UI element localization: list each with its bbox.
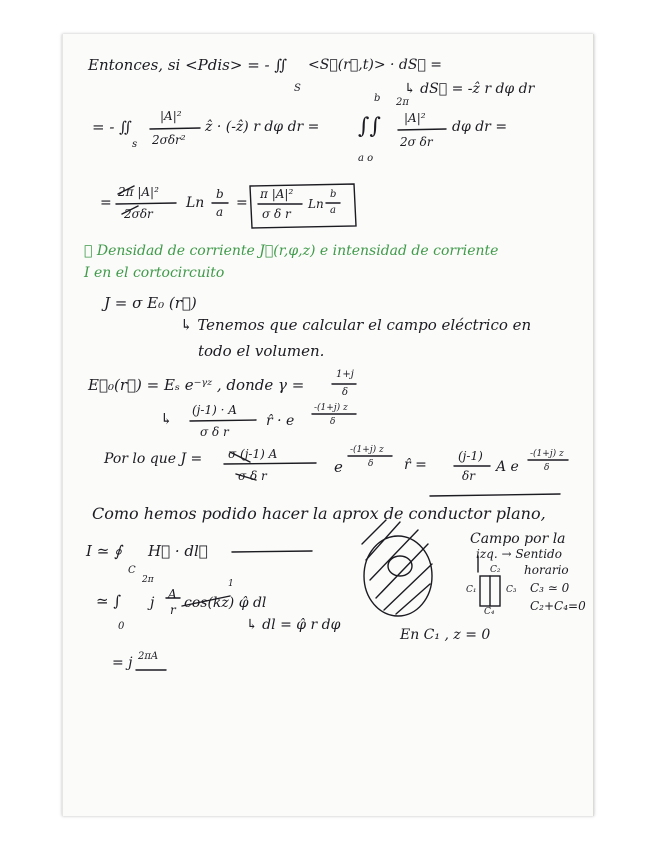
int-upper-2pi: 2π bbox=[396, 97, 409, 108]
text-line-15: = j bbox=[112, 655, 133, 671]
strike-4a bbox=[118, 186, 134, 194]
text-line-1-tail: <S⃗(r⃗,t)> · dS⃗ = bbox=[308, 57, 443, 73]
text-line-1: Entonces, si <Pdis> = - ∬ bbox=[88, 56, 288, 74]
result-box bbox=[250, 184, 356, 228]
arrow-9: ↳ bbox=[160, 410, 173, 428]
text-line-1-sub: S bbox=[294, 83, 301, 94]
hatch-2 bbox=[370, 530, 418, 580]
frac-bar-9 bbox=[190, 420, 256, 421]
exp-10-den: δ bbox=[368, 459, 374, 469]
box-den: σ δ r bbox=[262, 207, 291, 221]
exp-10: -(1+j) z bbox=[350, 445, 384, 455]
side-note-3: horario bbox=[524, 563, 569, 577]
frac-bar-10 bbox=[224, 463, 316, 464]
hatch-3 bbox=[376, 544, 428, 598]
text-line-10a: Por lo que J = bbox=[104, 451, 203, 467]
frac-3-num: |A|² bbox=[160, 109, 182, 123]
text-line-12: I ≃ ∮ bbox=[86, 542, 122, 560]
frac-10-num: σ (j-1) A bbox=[228, 447, 278, 461]
green-heading-1: ⓪ Densidad de corriente J⃗(r,φ,z) e intensidad de corriente bbox=[84, 243, 499, 259]
green-heading-2: I en el cortocircuito bbox=[84, 265, 225, 281]
long-dash bbox=[232, 551, 312, 552]
int-13-top: 2π bbox=[142, 575, 154, 585]
result-15: 2πA bbox=[138, 651, 159, 662]
double-integral: ∫∫ bbox=[358, 114, 381, 139]
exp-9-den: δ bbox=[330, 417, 336, 427]
text-line-3-end: dφ dr = bbox=[452, 119, 508, 135]
one-13: 1 bbox=[228, 579, 234, 589]
text-line-3-sub: s bbox=[132, 139, 138, 150]
box-ln: Ln bbox=[308, 197, 324, 211]
frac-3-den: 2σδr² bbox=[152, 133, 186, 147]
frac-bar-3 bbox=[150, 128, 200, 129]
box-num: π |A|² bbox=[260, 187, 294, 201]
label-c4: C₄ bbox=[484, 607, 495, 617]
ln-4-a: a bbox=[216, 205, 224, 219]
text-line-14: ↳ dl = φ̂ r dφ bbox=[246, 617, 341, 633]
frac-3b-den: 2σ δr bbox=[400, 135, 433, 149]
frac-10b-num: (j-1) bbox=[458, 449, 483, 463]
side-note-1: Campo por la bbox=[470, 531, 566, 547]
tail-10-exp: -(1+j) z bbox=[530, 449, 564, 459]
frac-13-num: A bbox=[168, 587, 177, 601]
frac-9-num: (j-1) · A bbox=[192, 403, 237, 417]
text-line-13: ≃ ∫ bbox=[96, 592, 122, 610]
text-line-11: Como hemos podido hacer la aprox de conductor plano, bbox=[92, 504, 546, 523]
frac-bar-4 bbox=[116, 203, 176, 204]
text-line-3-mid: ẑ · (-ẑ) r dφ dr = bbox=[205, 119, 320, 135]
label-c3: C₃ bbox=[506, 585, 517, 595]
frac-10b-den: δr bbox=[462, 469, 475, 483]
gamma-num: 1+j bbox=[336, 369, 354, 380]
frac-4-den: 2σδr bbox=[124, 207, 153, 221]
ln-4: Ln bbox=[186, 195, 205, 211]
frac-9-den: σ δ r bbox=[200, 425, 229, 439]
box-ln-a: a bbox=[330, 205, 336, 216]
j-13: j bbox=[150, 595, 155, 611]
text-line-4-eq: = bbox=[100, 195, 112, 211]
frac-bar-3b bbox=[398, 129, 446, 130]
text-line-13-mid: cos(kz) φ̂ dl bbox=[184, 595, 267, 611]
text-line-6: ↳ Tenemos que calcular el campo eléctrico en bbox=[180, 316, 532, 334]
exp-9: -(1+j) z bbox=[314, 403, 348, 413]
int-13-bot: 0 bbox=[118, 621, 125, 632]
side-note-4: C₃ ≃ 0 bbox=[530, 581, 570, 595]
underline-10 bbox=[430, 494, 560, 496]
r-10: r̂ = bbox=[404, 457, 427, 473]
side-note-2: izq. → Sentido bbox=[476, 547, 562, 561]
text-line-7: todo el volumen. bbox=[198, 342, 325, 360]
side-note-en-c1: En C₁ , z = 0 bbox=[400, 627, 491, 643]
text-line-12-c: C bbox=[128, 565, 136, 576]
gamma-den: δ bbox=[342, 387, 349, 398]
ln-4-b: b bbox=[216, 187, 224, 201]
int-lower: a o bbox=[358, 153, 374, 164]
text-line-5: J = σ E₀ (r⃗) bbox=[104, 294, 197, 312]
strike-4b bbox=[122, 206, 138, 214]
tail-10: A e bbox=[496, 459, 519, 475]
label-c1: C₁ bbox=[466, 585, 477, 595]
text-line-9-mid: r̂ · e bbox=[266, 413, 295, 429]
strike-sigma-bot bbox=[236, 474, 256, 480]
e-10: e bbox=[334, 458, 343, 476]
side-note-5: C₂+C₄=0 bbox=[530, 599, 586, 613]
frac-13-den: r bbox=[170, 603, 176, 617]
strike-cos bbox=[182, 596, 230, 606]
frac-10-den: σ δ r bbox=[238, 469, 267, 483]
text-line-3a: = - ∬ bbox=[92, 118, 132, 136]
label-c2: C₂ bbox=[490, 565, 501, 575]
text-line-4-eq2: = bbox=[236, 195, 248, 211]
int-upper-b: b bbox=[374, 93, 381, 104]
tail-10-den: δ bbox=[544, 463, 550, 473]
text-line-12-tail: H⃗ · dl⃗ bbox=[148, 542, 208, 560]
strike-sigma-top bbox=[230, 452, 250, 462]
text-line-8: E⃗₀(r⃗) = Eₛ e⁻ᵞᶻ , donde γ = bbox=[88, 376, 305, 394]
text-line-2: ↳ dS⃗ = -ẑ r dφ dr bbox=[404, 81, 535, 97]
frac-4-num: 2π |A|² bbox=[118, 185, 159, 199]
box-ln-b: b bbox=[330, 189, 337, 200]
frac-3b-num: |A|² bbox=[404, 111, 426, 125]
hatch-5 bbox=[396, 584, 430, 614]
